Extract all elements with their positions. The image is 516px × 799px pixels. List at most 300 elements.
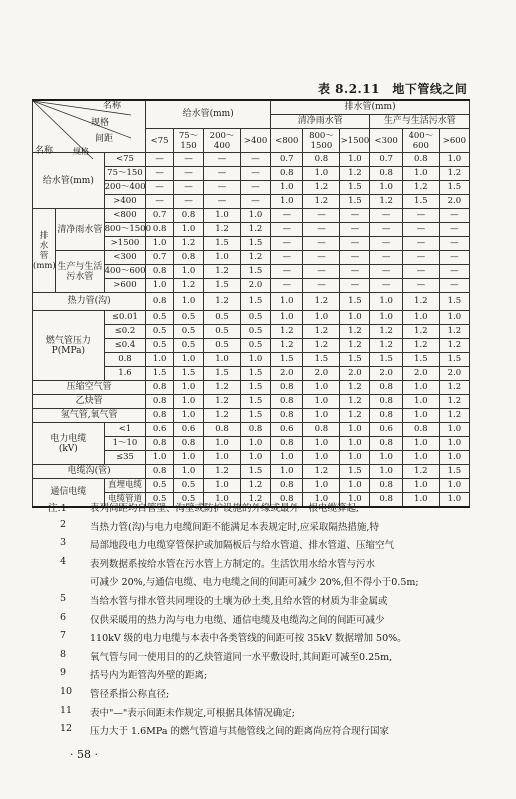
value-cell: 1.0 (271, 451, 303, 465)
value-cell: 1.0 (204, 451, 241, 465)
row-sub-label: ≤35 (104, 451, 146, 465)
value-cell: 1.0 (439, 451, 469, 465)
value-cell: — (340, 223, 370, 237)
table-row (33, 251, 470, 265)
value-cell: — (303, 279, 340, 293)
note-text: 压力大于 1.6MPa 的燃气管道与其他管线之间的距离尚应符合现行国家 (90, 726, 390, 738)
value-cell: 1.0 (204, 479, 241, 493)
value-cell: 1.2 (340, 381, 370, 395)
value-cell: 1.5 (340, 293, 370, 311)
value-cell: 1.5 (146, 367, 174, 381)
row-sub-label: <300 (104, 251, 146, 265)
value-cell: 1.2 (204, 293, 241, 311)
note-text: 当热力管(沟)与电力电缆间距不能满足本表规定时,应采取隔热措施,特 (90, 521, 379, 533)
drain-vertical-char: 管 (39, 250, 49, 261)
value-cell: 1.5 (340, 353, 370, 367)
value-cell: 1.5 (271, 353, 303, 367)
value-cell: 1.5 (340, 181, 370, 195)
value-cell: 1.5 (241, 381, 271, 395)
value-cell: 2.0 (241, 279, 271, 293)
value-cell: — (174, 167, 204, 181)
value-cell: 2.0 (370, 367, 402, 381)
value-cell: 0.8 (146, 293, 174, 311)
value-cell: 1.5 (241, 465, 271, 479)
table-corner-header (33, 100, 146, 156)
value-cell: 1.5 (340, 465, 370, 479)
value-cell: 1.0 (303, 493, 340, 508)
drain-vertical-char: 排 (39, 230, 49, 241)
value-cell: 1.5 (402, 353, 439, 367)
value-cell: — (174, 181, 204, 195)
value-cell: 0.8 (174, 437, 204, 451)
value-cell: 1.0 (370, 465, 402, 479)
value-cell: 1.0 (271, 311, 303, 325)
note-number: 2 (60, 518, 67, 530)
value-cell: — (204, 153, 241, 167)
value-cell: 1.0 (340, 423, 370, 437)
value-cell: 1.0 (303, 451, 340, 465)
value-cell: 1.0 (402, 479, 439, 493)
value-cell: 1.0 (402, 451, 439, 465)
row-sub-label: 800～1500 (104, 223, 146, 237)
value-cell: 1.0 (174, 465, 204, 479)
value-cell: 1.5 (241, 237, 271, 251)
value-cell: — (303, 223, 340, 237)
value-cell: 1.2 (340, 395, 370, 409)
table-row (33, 209, 470, 223)
value-cell: 1.0 (402, 311, 439, 325)
value-cell: 0.8 (271, 479, 303, 493)
value-cell: 1.2 (204, 409, 241, 423)
value-cell: 1.0 (439, 437, 469, 451)
value-cell: 1.0 (340, 153, 370, 167)
value-cell: 0.8 (402, 423, 439, 437)
value-cell: 0.5 (241, 311, 271, 325)
value-cell: — (271, 279, 303, 293)
power-label-line-1: 电力电缆 (50, 433, 87, 444)
value-cell: 1.5 (439, 293, 469, 311)
note-text: 可减少 20%,与通信电缆、电力电缆之间的间距可减少 20%,但不得小于0.5m; (90, 577, 419, 589)
value-cell: — (439, 279, 469, 293)
value-cell: — (402, 265, 439, 279)
value-cell: 0.8 (370, 395, 402, 409)
value-cell: 0.8 (146, 223, 174, 237)
subheader-2: 200～400 (204, 129, 241, 153)
value-cell: 1.0 (340, 479, 370, 493)
group-oxyhydrogen: 氢气管,氧气管 (33, 409, 146, 423)
value-cell: 1.0 (271, 465, 303, 479)
table-body (33, 100, 470, 507)
value-cell: — (204, 181, 241, 195)
value-cell: 1.5 (174, 367, 204, 381)
value-cell: 0.5 (146, 325, 174, 339)
value-cell: 1.5 (204, 279, 241, 293)
value-cell: 1.5 (241, 293, 271, 311)
value-cell: 1.2 (303, 293, 340, 311)
value-cell: — (303, 265, 340, 279)
value-cell: 0.8 (146, 465, 174, 479)
value-cell: 1.5 (402, 195, 439, 209)
subheader-5: 800～1500 (303, 129, 340, 153)
subheader-6: >1500 (340, 129, 370, 153)
value-cell: 1.2 (402, 293, 439, 311)
value-cell: 1.2 (241, 223, 271, 237)
header-sewage-pipe: 生产与生活污水管 (370, 115, 470, 129)
value-cell: 1.2 (402, 339, 439, 353)
value-cell: 1.2 (370, 325, 402, 339)
value-cell: 1.0 (439, 423, 469, 437)
value-cell: — (402, 223, 439, 237)
value-cell: 0.5 (204, 311, 241, 325)
value-cell: 1.0 (146, 237, 174, 251)
corner-label-name-left: 名称 (35, 146, 54, 156)
corner-label-name: 名称 (103, 101, 122, 111)
value-cell: 0.8 (174, 251, 204, 265)
value-cell: 1.0 (439, 311, 469, 325)
value-cell: 1.0 (146, 353, 174, 367)
subheader-3: >400 (241, 129, 271, 153)
value-cell: 1.2 (303, 325, 340, 339)
value-cell: — (370, 279, 402, 293)
group-comm-cable: 通信电缆 (33, 479, 105, 508)
value-cell: 1.0 (204, 209, 241, 223)
value-cell: 0.8 (271, 381, 303, 395)
table-row (33, 381, 470, 395)
note-number: 12 (60, 723, 73, 735)
value-cell: 0.8 (271, 409, 303, 423)
value-cell: 1.0 (241, 437, 271, 451)
table-row (33, 465, 470, 479)
value-cell: 0.5 (146, 339, 174, 353)
header-drainage: 排水管(mm) (271, 100, 470, 115)
value-cell: 1.2 (402, 325, 439, 339)
header-rain-pipe: 清净雨水管 (271, 115, 370, 129)
value-cell: 1.2 (204, 223, 241, 237)
value-cell: 0.5 (241, 339, 271, 353)
value-cell: — (370, 223, 402, 237)
table-row (33, 395, 470, 409)
value-cell: 0.8 (146, 409, 174, 423)
value-cell: 1.0 (370, 293, 402, 311)
value-cell: 1.5 (340, 195, 370, 209)
row-sub-label: ≤0.2 (104, 325, 146, 339)
value-cell: 0.8 (402, 153, 439, 167)
header-row-1 (33, 100, 470, 115)
value-cell: 0.7 (271, 153, 303, 167)
value-cell: — (174, 195, 204, 209)
value-cell: 0.5 (146, 479, 174, 493)
value-cell: 0.8 (146, 265, 174, 279)
value-cell: 2.0 (439, 367, 469, 381)
value-cell: 1.0 (174, 265, 204, 279)
value-cell: 0.5 (204, 325, 241, 339)
value-cell: — (303, 209, 340, 223)
row-sub-label: ≤0.4 (104, 339, 146, 353)
value-cell: — (402, 279, 439, 293)
value-cell: 2.0 (271, 367, 303, 381)
drain-vertical-char: (mm) (33, 260, 56, 271)
value-cell: — (271, 265, 303, 279)
value-cell: — (271, 223, 303, 237)
value-cell: 1.0 (204, 251, 241, 265)
value-cell: — (439, 223, 469, 237)
note-text: 管径系指公称直径; (90, 689, 170, 700)
value-cell: 0.8 (146, 381, 174, 395)
value-cell: 2.0 (439, 195, 469, 209)
value-cell: 2.0 (340, 367, 370, 381)
group-drainage-vertical (33, 209, 56, 293)
value-cell: 1.0 (303, 409, 340, 423)
value-cell: 1.0 (174, 395, 204, 409)
value-cell: 1.0 (241, 451, 271, 465)
value-cell: 0.8 (370, 437, 402, 451)
row-sub-label: ≤0.01 (104, 311, 146, 325)
value-cell: — (204, 167, 241, 181)
group-water: 给水管(mm) (33, 153, 105, 209)
subheader-0: <75 (146, 129, 174, 153)
note-text: 仅供采暖用的热力沟与电力电缆、通信电缆及电缆沟之间的间距可减少 (90, 614, 385, 626)
value-cell: 1.2 (439, 381, 469, 395)
note-text: 氧气管与同一使用目的的乙炔管道同一水平敷设时,其间距可减至0.25m, (90, 651, 393, 663)
value-cell: 2.0 (303, 367, 340, 381)
value-cell: — (146, 153, 174, 167)
value-cell: 0.8 (241, 423, 271, 437)
subheader-9: >600 (439, 129, 469, 153)
row-sub-label: >1500 (104, 237, 146, 251)
value-cell: 0.8 (271, 493, 303, 508)
value-cell: 1.0 (340, 437, 370, 451)
value-cell: 1.0 (303, 381, 340, 395)
row-sub-label: 电缆管道 (104, 493, 146, 508)
row-sub-label: <800 (104, 209, 146, 223)
group-sewage: 生产与生活污水管 (56, 251, 105, 293)
subheader-7: <300 (370, 129, 402, 153)
value-cell: — (402, 251, 439, 265)
value-cell: 1.0 (340, 311, 370, 325)
value-cell: 1.0 (204, 437, 241, 451)
corner-label-spec: 规格 (91, 118, 110, 128)
value-cell: — (340, 251, 370, 265)
value-cell: 0.5 (174, 325, 204, 339)
power-label-line-2: (kV) (58, 443, 78, 454)
value-cell: — (439, 209, 469, 223)
value-cell: 1.5 (439, 465, 469, 479)
value-cell: — (402, 237, 439, 251)
table-title: 表 8.2.11 地下管线之间 (318, 82, 468, 96)
group-acetylene: 乙炔管 (33, 395, 146, 409)
value-cell: 1.2 (340, 167, 370, 181)
note-number: 8 (60, 648, 67, 660)
value-cell: 1.2 (241, 493, 271, 508)
subheader-1: 75～150 (174, 129, 204, 153)
value-cell: 1.0 (174, 293, 204, 311)
value-cell: — (271, 251, 303, 265)
value-cell: 1.0 (303, 437, 340, 451)
value-cell: 1.5 (204, 237, 241, 251)
table-row (33, 409, 470, 423)
value-cell: 0.8 (174, 209, 204, 223)
page-number: · 58 · (70, 748, 98, 761)
corner-label-spec-left: 规格 (73, 147, 89, 156)
value-cell: 0.6 (370, 423, 402, 437)
value-cell: 1.0 (204, 493, 241, 508)
value-cell: — (146, 167, 174, 181)
value-cell: — (146, 195, 174, 209)
value-cell: — (439, 251, 469, 265)
value-cell: 1.2 (303, 181, 340, 195)
value-cell: 1.2 (303, 339, 340, 353)
note-number: 7 (60, 630, 67, 642)
value-cell: 0.8 (204, 423, 241, 437)
value-cell: — (241, 195, 271, 209)
row-sub-label: 75～150 (104, 167, 146, 181)
value-cell: 1.0 (439, 493, 469, 508)
value-cell: 0.8 (370, 167, 402, 181)
value-cell: 1.0 (303, 167, 340, 181)
value-cell: 0.8 (271, 167, 303, 181)
value-cell: — (340, 279, 370, 293)
value-cell: 0.7 (370, 153, 402, 167)
value-cell: 0.5 (146, 493, 174, 508)
value-cell: 1.0 (402, 437, 439, 451)
note-text: 局部地段电力电缆穿管保护或加隔板后与给水管道、排水管道、压缩空气 (90, 540, 395, 552)
note-number: 注:1 (48, 503, 67, 514)
value-cell: 0.8 (146, 395, 174, 409)
row-sub-label: 200～400 (104, 181, 146, 195)
value-cell: — (439, 265, 469, 279)
value-cell: 0.5 (241, 325, 271, 339)
note-number: 4 (60, 555, 67, 567)
group-cable-trench: 电缆沟(管) (33, 465, 146, 479)
value-cell: — (271, 237, 303, 251)
value-cell: 0.5 (146, 311, 174, 325)
note-text: 括号内为距管沟外壁的距离; (90, 670, 208, 682)
note-number: 5 (60, 593, 67, 604)
value-cell: 1.0 (204, 353, 241, 367)
value-cell: — (146, 181, 174, 195)
value-cell: 1.5 (370, 353, 402, 367)
value-cell: 1.0 (241, 353, 271, 367)
value-cell: 1.0 (370, 181, 402, 195)
value-cell: 1.0 (174, 409, 204, 423)
value-cell: 1.0 (402, 493, 439, 508)
group-power-cable (33, 423, 105, 465)
row-sub-label: <75 (104, 153, 146, 167)
note-number: 11 (60, 704, 73, 716)
header-water-supply: 给水管(mm) (146, 100, 271, 129)
value-cell: 1.2 (271, 339, 303, 353)
value-cell: 1.2 (271, 325, 303, 339)
value-cell: 1.2 (439, 325, 469, 339)
value-cell: 1.5 (241, 395, 271, 409)
row-sub-label: 1～10 (104, 437, 146, 451)
value-cell: 0.7 (146, 251, 174, 265)
value-cell: 1.2 (402, 465, 439, 479)
note-text: 表列数据系按给水管在污水管上方制定的。生活饮用水给水管与污水 (90, 558, 376, 570)
value-cell: — (241, 181, 271, 195)
row-sub-label: >600 (104, 279, 146, 293)
value-cell: 1.0 (370, 311, 402, 325)
value-cell: 1.2 (439, 409, 469, 423)
value-cell: 1.0 (402, 167, 439, 181)
value-cell: 1.0 (439, 153, 469, 167)
value-cell: 1.2 (204, 381, 241, 395)
value-cell: 0.7 (146, 209, 174, 223)
value-cell: 1.0 (439, 479, 469, 493)
note-text: 表中"—"表示间距未作规定,可根据具体情况确定; (90, 707, 295, 719)
value-cell: — (204, 195, 241, 209)
value-cell: 0.8 (370, 409, 402, 423)
value-cell: 1.0 (340, 451, 370, 465)
note-text: 当给水管与排水管共同埋设的土壤为砂土类,且给水管的材质为非金属或 (90, 596, 388, 607)
value-cell: 0.8 (146, 437, 174, 451)
value-cell: 1.2 (204, 395, 241, 409)
group-rain: 清净雨水管 (56, 209, 105, 251)
note-number: 6 (60, 611, 67, 623)
value-cell: 1.5 (439, 353, 469, 367)
note-number: 9 (60, 667, 67, 679)
value-cell: 0.8 (271, 395, 303, 409)
value-cell: 1.0 (402, 381, 439, 395)
value-cell: 1.2 (439, 167, 469, 181)
corner-label-spacing: 间距 (95, 134, 114, 144)
value-cell: 1.0 (271, 195, 303, 209)
value-cell: — (303, 251, 340, 265)
value-cell: 1.5 (241, 367, 271, 381)
value-cell: — (271, 209, 303, 223)
value-cell: 0.6 (174, 423, 204, 437)
row-sub-label: 0.8 (104, 353, 146, 367)
value-cell: 1.2 (303, 465, 340, 479)
value-cell: — (370, 209, 402, 223)
value-cell: 0.8 (303, 423, 340, 437)
value-cell: 1.0 (146, 451, 174, 465)
value-cell: 1.2 (204, 465, 241, 479)
value-cell: — (340, 265, 370, 279)
value-cell: 2.0 (402, 367, 439, 381)
value-cell: 1.2 (340, 325, 370, 339)
value-cell: 1.0 (370, 451, 402, 465)
subheader-4: <800 (271, 129, 303, 153)
note-number: 10 (60, 686, 73, 697)
value-cell: 0.8 (303, 153, 340, 167)
row-sub-label: <1 (104, 423, 146, 437)
value-cell: — (303, 237, 340, 251)
value-cell: 1.2 (303, 195, 340, 209)
value-cell: 0.5 (174, 339, 204, 353)
value-cell: 0.6 (271, 423, 303, 437)
value-cell: 1.0 (402, 409, 439, 423)
row-sub-label: 直埋电缆 (104, 479, 146, 493)
value-cell: 0.5 (204, 339, 241, 353)
gas-label-line-1: 燃气管压力 (45, 335, 91, 346)
value-cell: — (174, 153, 204, 167)
value-cell: 1.2 (402, 181, 439, 195)
value-cell: 1.5 (303, 353, 340, 367)
value-cell: 1.2 (174, 279, 204, 293)
value-cell: 0.8 (271, 437, 303, 451)
value-cell: 1.0 (241, 209, 271, 223)
value-cell: 1.0 (174, 353, 204, 367)
value-cell: 1.2 (370, 339, 402, 353)
value-cell: 1.2 (174, 237, 204, 251)
table-row (33, 423, 470, 437)
value-cell: 1.0 (303, 479, 340, 493)
value-cell: 0.6 (146, 423, 174, 437)
value-cell: 1.0 (146, 279, 174, 293)
value-cell: 1.0 (174, 223, 204, 237)
note-text: 表列间距均自管壁、沟壁或防护设施的外缘或最外一根电缆算起; (90, 503, 360, 514)
